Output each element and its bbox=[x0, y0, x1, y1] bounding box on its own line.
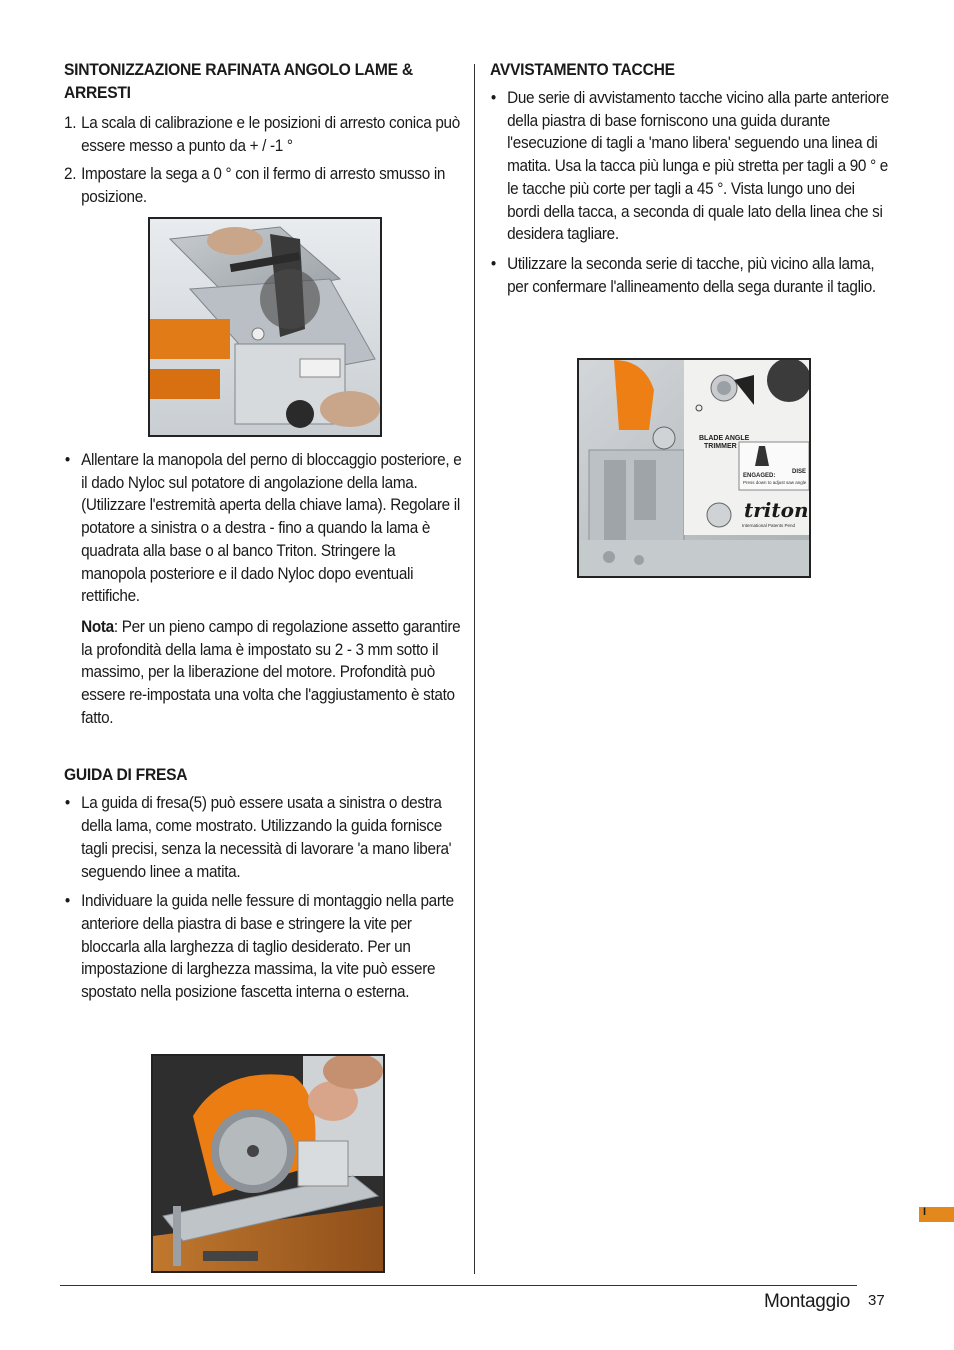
saw-guide-illustration bbox=[153, 1056, 383, 1271]
language-tab-letter: I bbox=[923, 1206, 927, 1218]
bullet-text: Individuare la guida nelle fessure di montaggio nella parte anteriore della piastra di base e stringere la vite per bloccarla alla larghezza di taglio desiderato. Per un impostazione di larghezza massima, la vite può essere spostato nella posizione fascetta interna o esterna. bbox=[81, 891, 454, 1002]
triton-logo: triton bbox=[744, 498, 809, 522]
step-number: 1. bbox=[64, 113, 77, 132]
saw-base-illustration bbox=[150, 219, 380, 435]
notches-block bbox=[490, 87, 890, 298]
engaged-label: ENGAGED: bbox=[743, 473, 776, 479]
step-1 bbox=[64, 112, 462, 157]
right-column bbox=[490, 58, 890, 305]
footer-section-label: Montaggio bbox=[764, 1291, 851, 1312]
bullet-text: La guida di fresa(5) può essere usata a sinistra o destra della lama, come mostrato. Utilizzando la guida fornisce tagli precisi, senza la necessità di lavorare 'a mano libera' seguendo linee a matita. bbox=[81, 793, 452, 881]
column-divider bbox=[474, 64, 475, 1274]
heading-blade-angle-tuning: SINTONIZZAZIONE RAFINATA ANGOLO LAME & ARRESTI bbox=[64, 60, 413, 102]
step-text: Impostare la sega a 0 ° con il fermo di arresto smusso in posizione. bbox=[81, 164, 446, 207]
guide-block bbox=[64, 792, 462, 1003]
trimmer-label-1: BLADE ANGLE bbox=[699, 435, 750, 442]
bullet: • bbox=[64, 793, 70, 813]
step-number: 2. bbox=[64, 164, 77, 184]
photo-blade-square-check bbox=[148, 217, 382, 437]
language-tab bbox=[919, 1207, 954, 1222]
bullet-text: Utilizzare la seconda serie di tacche, più vicino alla lama, per confermare l'allineamento della sega durante il taglio. bbox=[507, 253, 876, 296]
trimmer-illustration bbox=[579, 360, 809, 576]
adjust-block bbox=[64, 449, 462, 729]
left-column bbox=[64, 58, 462, 215]
list-item bbox=[490, 253, 890, 298]
step-text: La scala di calibrazione e le posizioni di arresto conica può essere messo a punto da + / -1 ° bbox=[81, 113, 460, 155]
note-label: Nota bbox=[81, 616, 114, 636]
bullet-text: Due serie di avvistamento tacche vicino alla parte anteriore della piastra di base forniscono una guida durante l'esecuzione di tagli a 'mano libera' seguendo una linea di matita. Usa la tacca più lunga e più stretta per tagli a 90 ° e le tacche più corte per tagli a 45 °. Vista lungo uno dei bordi della tacca, a seconda di quale lato della linea che si desidera tagliare. bbox=[507, 88, 889, 244]
disengaged-label: DISE bbox=[792, 469, 807, 475]
photo-rip-guide bbox=[151, 1054, 385, 1273]
steps-list bbox=[64, 112, 462, 209]
note-text: : Per un pieno campo di regolazione assetto garantire la profondità della lama è impostato su 2 - 3 mm sotto il massimo, per la liberazione del motore. Profondità può essere re-impostata una volta che l'aggiustamento è stato fatto. bbox=[81, 616, 461, 727]
bullet: • bbox=[64, 891, 70, 911]
heading-guide: GUIDA DI FRESA bbox=[64, 765, 188, 785]
guide-list bbox=[64, 792, 462, 1003]
photo-blade-angle-trimmer bbox=[577, 358, 811, 578]
trimmer-label-2: TRIMMER bbox=[704, 443, 737, 450]
list-item bbox=[64, 890, 462, 1004]
note bbox=[64, 616, 462, 730]
heading-sighting-notches: AVVISTAMENTO TACCHE bbox=[490, 60, 675, 79]
left-column-lower bbox=[64, 449, 462, 1011]
bullet: • bbox=[490, 88, 496, 107]
notches-list bbox=[490, 87, 890, 298]
patents-text: International Patents Pend bbox=[742, 523, 796, 528]
steps-block bbox=[64, 112, 462, 209]
bullet-text: Allentare la manopola del perno di bloccaggio posteriore, e il dado Nyloc sul potatore di angolazione della lama. (Utilizzare l'estremità aperta della chiave lama). Regolare il potatore a sinistra o a destra - fino a quando la lama è quadrata alla base o al banco Triton. Stringere la manopola posteriore e il dado Nyloc dopo eventuali rettifiche. bbox=[81, 450, 462, 606]
adjust-list bbox=[64, 449, 462, 608]
engaged-sub: Press down to adjust saw angle bbox=[743, 480, 807, 485]
bullet: • bbox=[490, 253, 496, 273]
list-item bbox=[490, 87, 890, 246]
footer-rule bbox=[60, 1285, 857, 1286]
bullet: • bbox=[64, 450, 70, 469]
list-item bbox=[64, 449, 462, 608]
list-item bbox=[64, 792, 462, 883]
page-number: 37 bbox=[868, 1292, 885, 1309]
step-2 bbox=[64, 163, 462, 208]
